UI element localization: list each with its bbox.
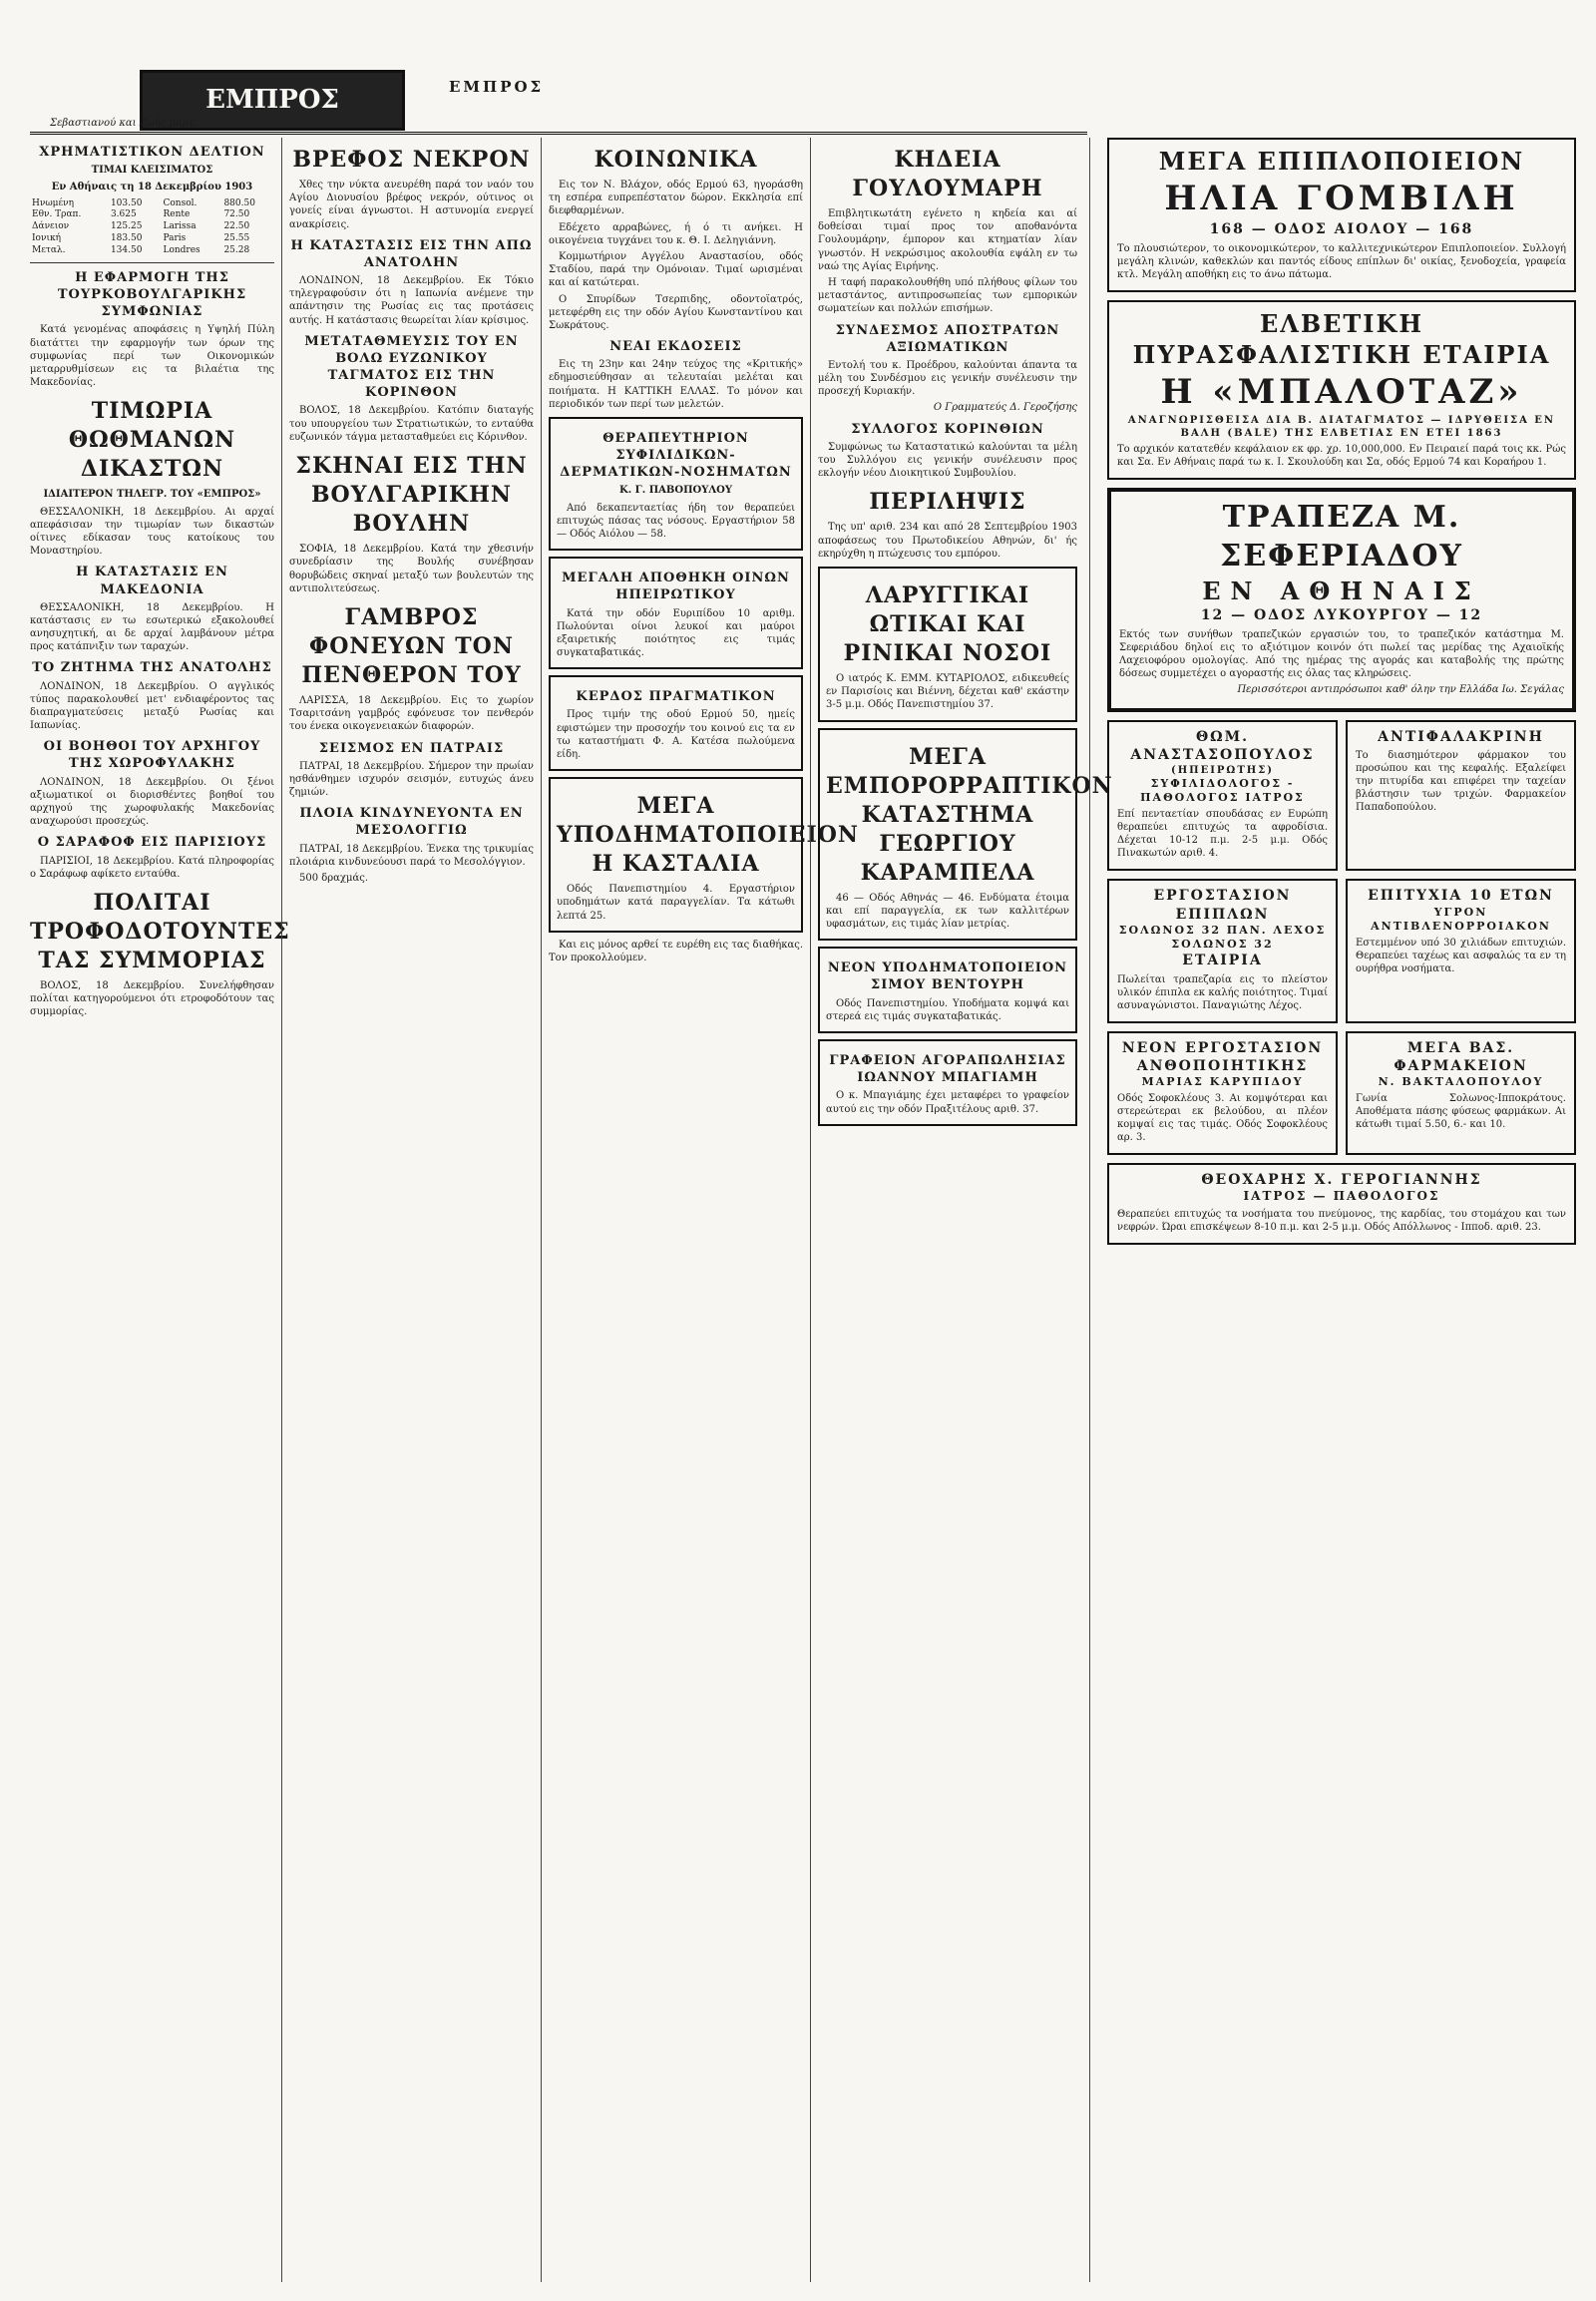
ad-bank xyxy=(1107,488,1576,711)
article-heading: Η ΕΦΑΡΜΟΓΗ ΤΗΣ ΤΟΥΡΚΟΒΟΥΛΓΑΡΙΚΗΣ ΣΥΜΦΩΝΙΑΣ xyxy=(57,269,247,320)
ad-text: Οδός Πανεπιστημίου 4. Εργαστήριον υποδημάτων κατά παραγγελίαν. Τα κάτωθι λεπτά 25. xyxy=(557,884,795,922)
article-heading: ΚΗΔΕΙΑ ΓΟΥΛΟΥΜΑΡΗ xyxy=(852,147,1043,202)
ad-title: ΜΕΓΑ ΒΑΣ. ΦΑΡΜΑΚΕΙΟΝ xyxy=(1394,1039,1528,1074)
article-text: 500 δραχμάς. xyxy=(299,872,369,884)
market-title: ΧΡΗΜΑΤΙΣΤΙΚΟΝ ΔΕΛΤΙΟΝ xyxy=(39,145,265,160)
article-heading: ΚΟΙΝΩΝΙΚΑ xyxy=(594,147,758,173)
article-heading: ΜΕΤΑΤΑΘΜΕΥΣΙΣ ΤΟΥ ΕΝ ΒΟΛΩ ΕΥΖΩΝΙΚΟΥ ΤΑΓΜΑΤΟΣ ΕΙΣ ΤΗΝ ΚΟΡΙΝΘΟΝ xyxy=(304,333,519,401)
ad-subtitle: ΣΥΦΙΛΙΔΟΛΟΓΟΣ - ΠΑΘΟΛΟΓΟΣ ΙΑΤΡΟΣ xyxy=(1140,776,1305,805)
ad-title: ΘΕΟΧΑΡΗΣ Χ. ΓΕΡΟΓΙΑΝΝΗΣ xyxy=(1201,1172,1482,1189)
article-heading: Η ΚΑΤΑΣΤΑΣΙΣ ΕΝ ΜΑΚΕΔΟΝΙΑ xyxy=(76,565,228,597)
ad-text: Προς τιμήν της οδού Ερμού 50, ημείς εφιστώμεν την προσοχήν του κοινού εις τα εν τω καταστήματι Φ. Α. Κατέσα πωλούμενα είδη. xyxy=(557,709,795,760)
article-text: Κομμωτήριον Αγγέλου Αναστασίου, οδός Σταδίου, παρά την Ομόνοιαν. Τιμαί ωρισμέναι και αί κατώτεραι. xyxy=(549,250,803,289)
ad-row xyxy=(1107,720,1576,880)
table-row: Ιονική 183.50 Paris 25.55 xyxy=(32,233,250,244)
ad-pharmacy-2 xyxy=(1346,1031,1576,1156)
ad-text: Εστεμμένον υπό 30 χιλιάδων επιτυχιών. Θεραπεύει ταχέως και ασφαλώς τα εν τη ουρήθρα νοσήματα. xyxy=(1356,938,1566,975)
ad-title: ΕΛΒΕΤΙΚΗ ΠΥΡΑΣΦΑΛΙΣΤΙΚΗ ΕΤΑΙΡΙΑ xyxy=(1132,308,1551,369)
ad-subtitle: ΥΓΡΟΝ ΑΝΤΙΒΛΕΝΟΡΡΟΙΑΚΟΝ xyxy=(1371,905,1551,933)
article-heading: ΣΚΗΝΑΙ ΕΙΣ ΤΗΝ ΒΟΥΛΓΑΡΙΚΗΝ ΒΟΥΛΗΝ xyxy=(295,453,528,538)
ad-title: ΑΝΤΙΦΑΛΑΚΡΙΝΗ xyxy=(1378,728,1544,745)
article-heading: ΓΑΜΒΡΟΣ ΦΟΝΕΥΩΝ ΤΟΝ ΠΕΝΘΕΡΟΝ ΤΟΥ xyxy=(301,603,522,688)
masthead-subtitle: Σεβαστιανού και Ζωής μαρτ. xyxy=(50,118,198,129)
ad-address: 168 — ΟΔΟΣ ΑΙΟΛΟΥ — 168 xyxy=(1209,221,1474,238)
ad-heading: ΝΕΟΝ ΥΠΟΔΗΜΑΤΟΠΟΙΕΙΟΝ ΣΙΜΟΥ ΒΕΝΤΟΥΡΗ xyxy=(827,960,1068,993)
article-text: ΣΟΦΙΑ, 18 Δεκεμβρίου. Κατά την χθεσινήν συνεδρίασιν της Βουλής συνέβησαν θορυβώδεις σκηναί μεταξύ των βουλευτών της αντιπολιτεύσεως. xyxy=(289,544,534,594)
ad-origin: (ΗΠΕΙΡΩΤΗΣ) xyxy=(1170,764,1275,776)
ad-insurance xyxy=(1107,300,1576,481)
masthead xyxy=(30,20,1087,129)
article-heading: ΣΥΛΛΟΓΟΣ ΚΟΡΙΝΘΙΩΝ xyxy=(851,421,1044,437)
table-row: Ηνωμένη 103.50 Consol. 880.50 xyxy=(32,197,255,208)
ad-subtitle: ΙΑΤΡΟΣ — ΠΑΘΟΛΟΓΟΣ xyxy=(1243,1189,1440,1204)
article-text: Εις τον Ν. Βλάχον, οδός Ερμού 63, ηγοράσθη τη εσπέρα ευπρεπέστατον δώρον. Εκκλησία επί διεφθαρμένων. xyxy=(549,180,803,217)
ad-subtitle: ΑΝΑΓΝΩΡΙΣΘΕΙΣΑ ΔΙΑ Β. ΔΙΑΤΑΓΜΑΤΟΣ — ΙΔΡΥΘΕΙΣΑ ΕΝ ΒΑΛΗ (BALE) ΤΗΣ ΕΛΒΕΤΙΑΣ ΕΝ ΕΤΕΙ 1863 xyxy=(1127,415,1556,440)
article-heading: ΠΛΟΙΑ ΚΙΝΔΥΝΕΥΟΝΤΑ ΕΝ ΜΕΣΟΛΟΓΓΙΩ xyxy=(299,806,524,839)
ad-heading: ΜΕΓΑ ΕΜΠΟΡΟΡΡΑΠΤΙΚΟΝ ΚΑΤΑΣΤΗΜΑ ΓΕΩΡΓΙΟΥ ΚΑΡΑΜΠΕΛΑ xyxy=(826,743,1113,886)
article-text: ΛΟΝΔΙΝΟΝ, 18 Δεκεμβρίου. Οι ξένοι αξιωματικοί οι διορισθέντες βοηθοί του αρχηγού της χωροφυλακής Μακεδονίας αναχωρούσι προσεχώς. xyxy=(30,776,274,828)
article-text: ΒΟΛΟΣ, 18 Δεκεμβρίου. Συνελήφθησαν πολίται κατηγορούμενοι ότι ετροφοδότουν τας συμμορίας. xyxy=(30,980,274,1018)
article-heading: Ο ΣΑΡΑΦΟΦ ΕΙΣ ΠΑΡΙΣΙΟΥΣ xyxy=(37,835,267,851)
article-heading: ΤΙΜΩΡΙΑ ΘΩΘΜΑΝΩΝ ΔΙΚΑΣΤΩΝ xyxy=(68,398,236,483)
ad-address: ΣΟΛΩΝΟΣ 32 ΠΑΝ. ΛΕΧΟΣ ΣΟΛΩΝΟΣ 32 xyxy=(1118,923,1327,952)
column-rule xyxy=(810,138,811,2282)
column-1 xyxy=(30,138,290,2282)
ad-text: Από δεκαπενταετίας ήδη τον θεραπεύει επιτυχώς πάσας τας νόσους. Εργαστήριον 58 — Οδός Αιόλου — 58. xyxy=(557,502,795,541)
column-rule xyxy=(1089,138,1090,2282)
ad-box xyxy=(549,557,803,669)
article-heading: ΣΕΙΣΜΟΣ ΕΝ ΠΑΤΡΑΙΣ xyxy=(318,740,505,756)
ad-heading: ΚΕΡΔΟΣ ΠΡΑΓΜΑΤΙΚΟΝ xyxy=(576,689,776,705)
ad-box xyxy=(818,1039,1077,1126)
ad-box xyxy=(818,947,1077,1033)
ad-row xyxy=(1107,879,1576,1030)
market-subtitle: ΤΙΜΑΙ ΚΛΕΙΣΙΜΑΤΟΣ xyxy=(91,165,213,177)
ad-doctor xyxy=(1107,720,1338,872)
ad-title: ΘΩΜ. ΑΝΑΣΤΑΣΟΠΟΥΛΟΣ xyxy=(1130,728,1315,763)
table-row: Μεταλ. 134.50 Londres 25.28 xyxy=(32,245,250,256)
ad-subtitle: ΕΤΑΙΡΙΑ xyxy=(1182,953,1263,969)
ad-pharmacy xyxy=(1346,720,1576,872)
article-text: ΠΑΤΡΑΙ, 18 Δεκεμβρίου. Ένεκα της τρικυμίας πλοιάρια κινδυνεύουσι παρά το Μεσολόγγιον. xyxy=(289,843,534,868)
article-text: ΛΑΡΙΣΣΑ, 18 Δεκεμβρίου. Εις το χωρίον Τσαριτσάνη γαμβρός εφόνευσε τον πενθερόν του ένεκα οικογενειακών διαφορών. xyxy=(289,694,534,733)
ad-box xyxy=(818,567,1077,722)
ad-text: Επί πενταετίαν σπουδάσας εν Ευρώπη θεραπεύει επιτυχώς τα αφροδίσια. Δέχεται 10-12 π.μ. 2-5 μ.μ. Οδός Πινακωτών αριθ. 4. xyxy=(1117,809,1328,860)
ad-box xyxy=(818,728,1113,942)
article-heading: ΝΕΑΙ ΕΚΔΟΣΕΙΣ xyxy=(609,339,742,355)
article-text: Της υπ' αριθ. 234 και από 28 Σεπτεμβρίου 1903 αποφάσεως του Πρωτοδικείου Αθηνών, δι' ής εκηρύχθη η πτώχευσις του εμπόρου. xyxy=(818,522,1077,560)
article-text: Επιβλητικωτάτη εγένετο η κηδεία και αί δοθείσαι τιμαί προς τον αποθανόντα Γουλουμάρην, έμπορον και κτηματίαν λίαν γνωστόν. Η νεκρώσιμος ακολουθία εψάλη εν τω ναώ της Αγίας Ειρήνης. xyxy=(818,208,1077,272)
ad-text: Το πλουσιώτερον, το οικονομικώτερον, το καλλιτεχνικώτερον Επιπλοποιείον. Συλλογή μεγάλη κλινών, καθεκλών και παντός είδους επίπλων δι' οικίας, ξενοδοχεία, γραφεία κτλ. Μεγάλη αποθήκη εις το άνω πάτωμα. xyxy=(1117,242,1566,280)
ad-text: Γωνία Σολωνος-Ιπποκράτους. Αποθέματα πάσης φύσεως φαρμάκων. Αι κάτωθι τιμαί 5.50, 6.- και 10. xyxy=(1356,1093,1566,1131)
article-heading: ΒΡΕΦΟΣ ΝΕΚΡΟΝ xyxy=(292,147,531,173)
article-text: ΒΟΛΟΣ, 18 Δεκεμβρίου. Κατόπιν διαταγής του υπουργείου των Στρατιωτικών, το ενταύθα ευζωνικόν τάγμα μετασταθμεύει εις Κόρινθον. xyxy=(289,405,534,443)
article-heading: ΤΟ ΖΗΤΗΜΑ ΤΗΣ ΑΝΑΤΟΛΗΣ xyxy=(32,660,272,676)
article-text: ΠΑΤΡΑΙ, 18 Δεκεμβρίου. Σήμερον την πρωίαν ησθάνθημεν ισχυρόν σεισμόν, ευτυχώς άνευ ζημιών. xyxy=(289,760,534,799)
ad-text: Οδός Σοφοκλέους 3. Αι κομψότεραι και στερεώτεραι εκ βελούδου, αι πλέον κομψαί εις τας τιμάς. Οδός Σοφοκλέους αρ. 3. xyxy=(1117,1093,1328,1144)
ad-furniture xyxy=(1107,138,1576,292)
article-text: ΛΟΝΔΙΝΟΝ, 18 Δεκεμβρίου. Εκ Τόκιο τηλεγραφούσιν ότι η Ιαπωνία ανέμενε την απάντησιν της Ρωσίας εις τας προτάσεις αυτής. Η κατάστασις θεωρείται λίαν κρίσιμος. xyxy=(289,275,534,326)
ad-city: ΕΝ ΑΘΗΝΑΙΣ xyxy=(1202,576,1481,606)
masthead-logo: ΕΜΠΡΟΣ xyxy=(140,70,405,131)
ad-text: Κατά την οδόν Ευριπίδου 10 αριθμ. Πωλούνται οίνοι λευκοί και μαύροι εξαιρετικής ποιότητος εις τιμάς συγκαταβατικάς. xyxy=(557,607,795,659)
ad-box xyxy=(549,417,803,551)
article-text: Εις τη 23ην και 24ην τεύχος της «Κριτικής» εδημοσιεύθησαν αι τελευταίαι μελέται και ποιήματα. Η ΚΑΤΤΙΚΗ ΕΛΛΑΣ. Το μόνον και περιοδικόν των περί των μελετών. xyxy=(549,359,803,410)
ad-text: Το αρχικόν κατατεθέν κεφάλαιον εκ φρ. χρ. 10,000,000. Εν Πειραιεί παρά τοις κκ. Ρώς και Σα. Εν Αθήναις παρά τω κ. Ι. Σκουλούδη και Σα, οδός Ερμού 74 και Κοραήρου 1. xyxy=(1117,444,1566,469)
ad-heading: ΛΑΡΥΓΓΙΚΑΙ ΩΤΙΚΑΙ ΚΑΙ ΡΙΝΙΚΑΙ ΝΟΣΟΙ xyxy=(843,581,1052,666)
signature: Ο Γραμματεύς Δ. Γεροζήσης xyxy=(933,402,1077,414)
ad-heading: ΜΕΓΑΛΗ ΑΠΟΘΗΚΗ ΟΙΝΩΝ ΗΠΕΙΡΩΤΙΚΟΥ xyxy=(562,571,790,603)
article-text: Συμφώνως τω Καταστατικώ καλούνται τα μέλη του Συλλόγου εις γενικήν συνέλευσιν προς εκλογήν νέου Διοικητικού Συμβουλίου. xyxy=(818,441,1077,480)
article-text: ΠΑΡΙΣΙΟΙ, 18 Δεκεμβρίου. Κατά πληροφορίας ο Σαράφωφ αφίκετο ενταύθα. xyxy=(30,855,274,880)
newspaper-page xyxy=(30,20,1576,2284)
ad-heading: ΓΡΑΦΕΙΟΝ ΑΓΟΡΑΠΩΛΗΣΙΑΣ ΙΩΑΝΝΟΥ ΜΠΑΓΙΑΜΗ xyxy=(829,1053,1066,1086)
ad-text: Ο ιατρός Κ. ΕΜΜ. ΚΥΤΑΡΙΟΛΟΣ, ειδικευθείς εν Παρισίοις και Βιέννη, δέχεται καθ' εκάστην 3-5 μ.μ. Οδός Πανεπιστημίου 37. xyxy=(826,673,1069,711)
ad-text: Πωλείται τραπεζαρία εις το πλείστον υλικόν έπιπλα εκ καλής ποιότητος. Τιμαί ασυναγώνιστοι. Παναγιώτης Λέχος. xyxy=(1117,973,1328,1011)
column-rule xyxy=(541,138,542,2282)
article-text: Κατά γενομένας αποφάσεις η Υψηλή Πύλη διατάττει την εφαρμογήν των όρων της συμφωνίας περί των Οικονομικών μεταρρυθμίσεων εις τα βιλαέτια της Μακεδονίας. xyxy=(30,324,274,389)
article-text: Ο Σπυρίδων Τσερπιδης, οδοντοϊατρός, μετεφέρθη εις την οδόν Αγίου Κωνσταντίνου και Σωκράτους. xyxy=(549,293,803,331)
ad-title: ΕΡΓΟΣΤΑΣΙΟΝ ΕΠΙΠΛΩΝ xyxy=(1153,888,1292,923)
article-heading: ΟΙ ΒΟΗΘΟΙ ΤΟΥ ΑΡΧΗΓΟΥ ΤΗΣ ΧΩΡΟΦΥΛΑΚΗΣ xyxy=(43,739,261,772)
article-text: Εντολή του κ. Προέδρου, καλούνται άπαντα τα μέλη του Συνδέσμου εις γενικήν συνέλευσιν την προσεχή Κυριακήν. xyxy=(818,359,1077,398)
ad-address: 12 — ΟΔΟΣ ΛΥΚΟΥΡΓΟΥ — 12 xyxy=(1200,607,1483,624)
advertisement-column xyxy=(1107,138,1576,2282)
ad-box xyxy=(549,675,803,771)
ad-remedy xyxy=(1346,879,1576,1022)
ad-subtitle: Ν. ΒΑΚΤΑΛΟΠΟΥΛΟΥ xyxy=(1378,1075,1544,1088)
market-date: Εν Αθήναις τη 18 Δεκεμβρίου 1903 xyxy=(51,182,253,193)
table-row: Εθν. Τραπ. 3.625 Rente 72.50 xyxy=(32,209,250,220)
article-text: ΛΟΝΔΙΝΟΝ, 18 Δεκεμβρίου. Ο αγγλικός τύπος παρακολουθεί μετ' ενδιαφέροντος τας διαπραγματεύσεις μεταξύ Ρωσίας και Ιαπωνίας. xyxy=(30,680,274,732)
column-3 xyxy=(549,138,860,2282)
ad-text: 46 — Οδός Αθηνάς — 46. Ενδύματα έτοιμα και επί παραγγελία, εκ των καλλιτέρων υφασμάτων, εις τιμάς λίαν μετρίας. xyxy=(826,892,1069,931)
article-text: Εδέχετο αρραβώνες, ή ό τι ανήκει. Η οικογένεια τυγχάνει του κ. Θ. Ι. Δεληγιάννη. xyxy=(549,221,803,246)
ad-workshop xyxy=(1107,1031,1338,1156)
ad-text: Εκτός των συνήθων τραπεζικών εργασιών του, το τραπεζικόν κατάστημα Μ. Σεφεριάδου δηλοί εις το αξιότιμον κοινόν ότι πωλεί τας μερίδας της Αχαιοϊκής Λαχειοφόρου ομολογίας. Από της ημέρας της αγοράς και καταβολής της πρώτης δόσεως συμμετέχει ο αγοραστής εις όλας τας κληρώσεις. xyxy=(1119,628,1564,679)
ad-brand: ΗΛΙΑ ΓΟΜΒΙΛΗ xyxy=(1164,179,1519,219)
ad-title: ΤΡΑΠΕΖΑ Μ. ΣΕΦΕΡΙΑΔΟΥ xyxy=(1220,500,1463,575)
ad-title: ΝΕΟΝ ΕΡΓΟΣΤΑΣΙΟΝ ΑΝΘΟΠΟΙΗΤΙΚΗΣ xyxy=(1121,1039,1324,1074)
ad-heading: ΜΕΓΑ ΥΠΟΔΗΜΑΤΟΠΟΙΕΙΟΝ Η ΚΑΣΤΑΛΙΑ xyxy=(557,793,860,878)
article-heading: ΣΥΝΔΕΣΜΟΣ ΑΠΟΣΤΡΑΤΩΝ ΑΞΙΩΜΑΤΙΚΩΝ xyxy=(835,322,1060,355)
ad-row xyxy=(1107,1031,1576,1164)
article-heading: Η ΚΑΤΑΣΤΑΣΙΣ ΕΙΣ ΤΗΝ ΑΠΩ ΑΝΑΤΟΛΗΝ xyxy=(290,237,533,270)
masthead-rule xyxy=(30,132,1087,135)
article-subheading: ΙΔΙΑΙΤΕΡΟΝ ΤΗΛΕΓΡ. ΤΟΥ «ΕΜΠΡΟΣ» xyxy=(43,489,261,501)
ad-box xyxy=(549,777,860,933)
ad-factory xyxy=(1107,879,1338,1022)
ad-subtitle: ΜΑΡΙΑΣ ΚΑΡΥΠΙΔΟΥ xyxy=(1141,1075,1304,1088)
ad-heading: ΘΕΡΑΠΕΥΤΗΡΙΟΝ ΣΥΦΙΛΙΔΙΚΩΝ-ΔΕΡΜΑΤΙΚΩΝ-ΝΟΣΗΜΑΤΩΝ xyxy=(560,431,792,481)
table-row: Δάνειον 125.25 Larissa 22.50 xyxy=(32,221,250,232)
ad-text: Θεραπεύει επιτυχώς τα νοσήματα του πνεύμονος, της καρδίας, του στομάχου και των νεφρών. Ώραι επισκέψεων 8-10 π.μ. και 2-5 μ.μ. Οδός Απόλλωνος - Ιπποδ. αριθ. 23. xyxy=(1117,1209,1566,1234)
column-4 xyxy=(818,138,1113,2282)
article-text: ΘΕΣΣΑΛΟΝΙΚΗ, 18 Δεκεμβρίου. Η κατάστασις εν τω εσωτερικώ εξακολουθεί ανησυχητική, αι δε αρχαί λαμβάνουν μέτρα προς κατάπνιξιν των ταραχών. xyxy=(30,601,274,653)
column-2 xyxy=(289,138,534,2282)
ad-physician xyxy=(1107,1163,1576,1245)
article-text: Και εις μόνος αρθεί τε ευρέθη εις τας διαθήκας. Τον προκολλούμεν. xyxy=(549,939,803,964)
ad-brand: Η «ΜΠΑΛΟΤΑΖ» xyxy=(1160,371,1523,412)
masthead-title: ΕΜΠΡΟΣ xyxy=(449,78,545,96)
article-heading: ΠΕΡΙΛΗΨΙΣ xyxy=(869,489,1026,516)
ad-title: ΕΠΙΤΥΧΙΑ 10 ΕΤΩΝ xyxy=(1368,888,1554,905)
article-heading: ΠΟΛΙΤΑΙ ΤΡΟΦΟΔΟΤΟΥΝΤΕΣ ΤΑΣ ΣΥΜΜΟΡΙΑΣ xyxy=(30,889,290,973)
ad-subheading: Κ. Γ. ΠΑΒΟΠΟΥΛΟΥ xyxy=(619,485,732,497)
article-text: Η ταφή παρακολουθήθη υπό πλήθους φίλων του μεταστάντος, αντιπροσωπείας των εμπορικών σωματείων και πολλών επισήμων. xyxy=(818,277,1077,315)
ad-title: ΜΕΓΑ ΕΠΙΠΛΟΠΟΙΕΙΟΝ xyxy=(1158,147,1525,176)
article-text: ΘΕΣΣΑΛΟΝΙΚΗ, 18 Δεκεμβρίου. Αι αρχαί απεφάσισαν την τιμωρίαν των δικαστών οίτινες εδίκασαν τους κατοίκους του Μοναστηρίου. xyxy=(30,506,274,558)
ad-text: Το διασημότερον φάρμακον του προσώπου και της κεφαλής. Εξαλείφει την πιτυρίδα και επιφέρει την ταχείαν βλάστησιν των τριχών. Φαρμακείον Παπαδοπούλου. xyxy=(1356,749,1566,813)
ad-text: Οδός Πανεπιστημίου. Υποδήματα κομψά και στερεά εις τιμάς συγκαταβατικάς. xyxy=(826,997,1069,1022)
article-text: Χθες την νύκτα ανευρέθη παρά τον ναόν του Αγίου Διονυσίου βρέφος νεκρόν, ούτινος οι γονείς είναι άγνωστοι. Η αστυνομία ενεργεί ανακρίσεις. xyxy=(289,180,534,230)
ad-signature: Περισσότεροι αντιπρόσωποι καθ' όλην την Ελλάδα Ιω. Σεγάλας xyxy=(1237,683,1564,695)
market-table xyxy=(30,198,274,257)
ad-text: Ο κ. Μπαγιάμης έχει μεταφέρει το γραφείον αυτού εις την οδόν Πραξιτέλους αριθ. 37. xyxy=(826,1090,1069,1115)
column-rule xyxy=(281,138,282,2282)
